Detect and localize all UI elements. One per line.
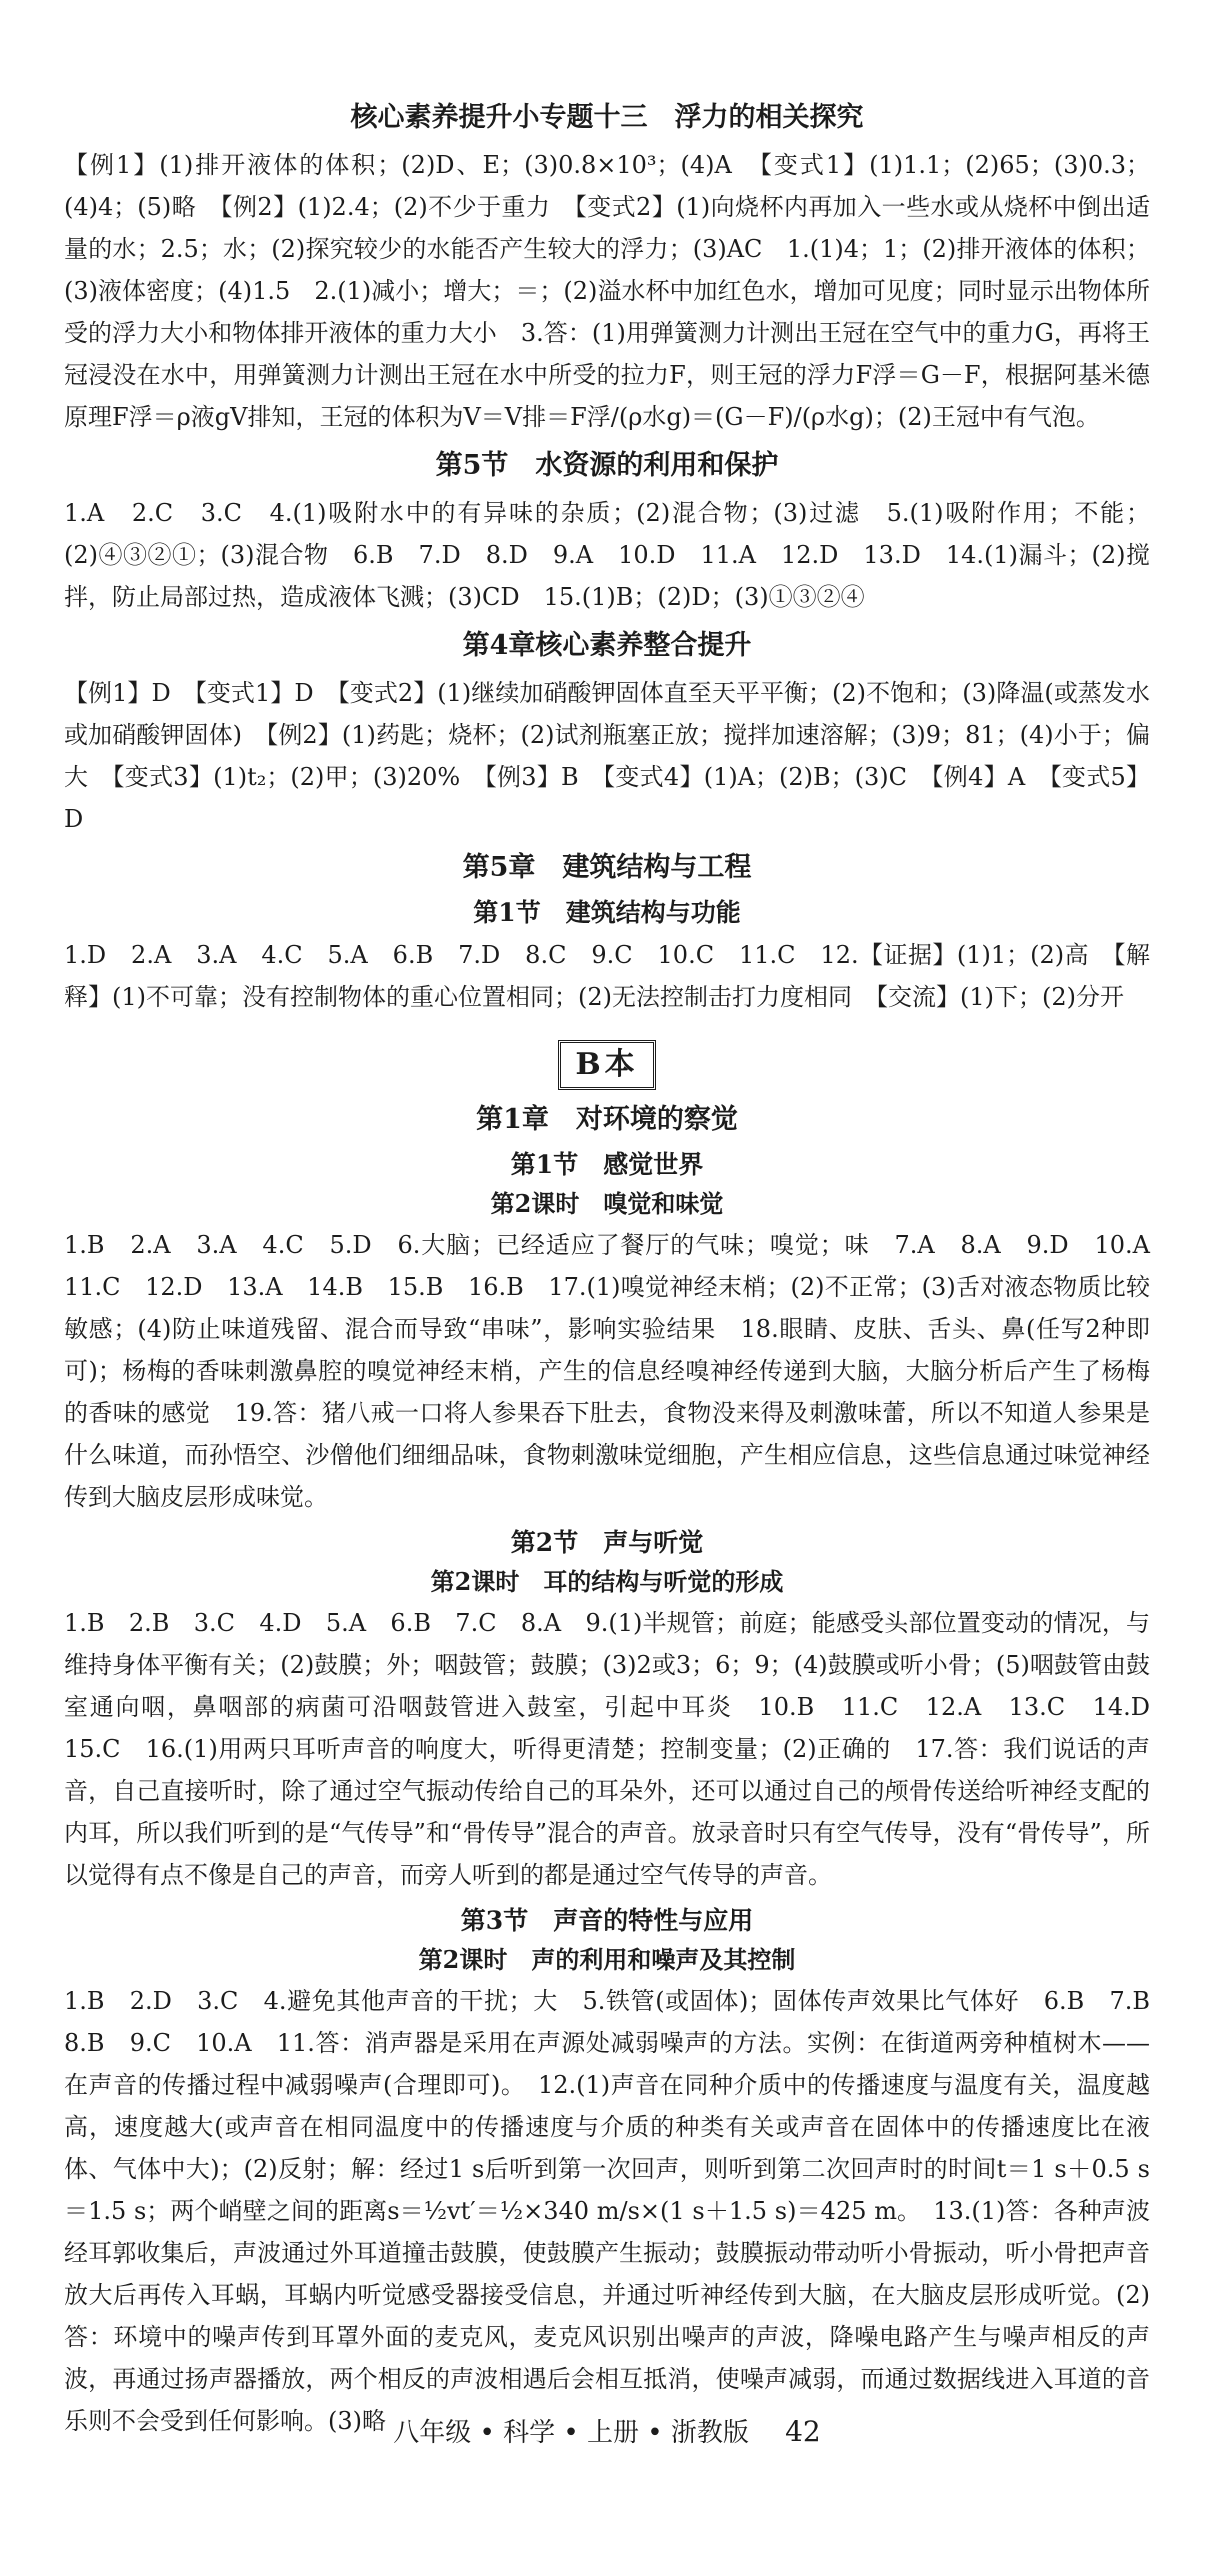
page-number: 42 bbox=[785, 2415, 821, 2448]
answer-block-ear-structure: 1.B 2.B 3.C 4.D 5.A 6.B 7.C 8.A 9.(1)半规管；前庭；能感受头部位置变动的情况，与维持身体平衡有关；(2)鼓膜；外；咽鼓管；鼓膜；(3)2或3；6；9；(4)鼓膜或听小骨；(5)咽鼓管由鼓室通向咽，鼻咽部的病菌可沿咽鼓管进入鼓室，引起中耳炎 10.B 11.C 12.A 13.C 14.D 15.C 16.(1)用两只耳听声音的响度大，听得更清楚；控制变量；(2)正确的 17.答：我们说话的声音，自己直接听时，除了通过空气振动传给自己的耳朵外，还可以通过自己的颅骨传送给听神经支配的内耳，所以我们听到的是“气传导”和“骨传导”混合的声音。放录音时只有空气传导，没有“骨传导”，所以觉得有点不像是自己的声音，而旁人听到的都是通过空气传导的声音。 bbox=[64, 1609, 1174, 1889]
section-title-water-resources: 第5节 水资源的利用和保护 bbox=[435, 450, 779, 481]
lesson-title-noise-control: 第2课时 声的利用和噪声及其控制 bbox=[418, 1945, 796, 1974]
book-b-marker bbox=[64, 1040, 1150, 1090]
answer-block-structure-function: 1.D 2.A 3.A 4.C 5.A 6.B 7.D 8.C 9.C 10.C 11.C 12.【证据】(1)1；(2)高 【解释】(1)不可靠；没有控制物体的重心位置相同；(2)无法控制击打力度相同 【交流】(1)下；(2)分开 bbox=[64, 941, 1150, 1011]
answer-block-water-resources: 1.A 2.C 3.C 4.(1)吸附水中的有异味的杂质；(2)混合物；(3)过滤 5.(1)吸附作用；不能；(2)④③②①；(3)混合物 6.B 7.D 8.D 9.A 10.D 11.A 12.D 13.D 14.(1)漏斗；(2)搅拌，防止局部过热，造成液体飞溅；(3)CD 15.(1)B；(2)D；(3)①③②④ bbox=[64, 499, 1150, 611]
answer-block-smell-taste: 1.B 2.A 3.A 4.C 5.D 6.大脑；已经适应了餐厅的气味；嗅觉；味 7.A 8.A 9.D 10.A 11.C 12.D 13.A 14.B 15.B 16.B 17.(1)嗅觉神经末梢；(2)不正常；(3)舌对液态物质比较敏感；(4)防止味道残留、混合而导致“串味”，影响实验结果 18.眼睛、皮肤、舌头、鼻(任写2种即可)；杨梅的香味刺激鼻腔的嗅觉神经末梢，产生的信息经嗅神经传递到大脑，大脑分析后产生了杨梅的香味的感觉 19.答：猪八戒一口将人参果吞下肚去，食物没来得及刺激味蕾，所以不知道人参果是什么味道，而孙悟空、沙僧他们细细品味，食物刺激味觉细胞，产生相应信息，这些信息通过味觉神经传到大脑皮层形成味觉。 bbox=[64, 1231, 1174, 1511]
section-title-buoyancy: 核心素养提升小专题十三 浮力的相关探究 bbox=[350, 102, 864, 133]
answer-block-noise-control: 1.B 2.D 3.C 4.避免其他声音的干扰；大 5.铁管(或固体)；固体传声效果比气体好 6.B 7.B 8.B 9.C 10.A 11.答：消声器是采用在声源处减弱噪声的方法。实例：在街道两旁种植树木——在声音的传播过程中减弱噪声(合理即可)。 12.(1)声音在同种介质中的传播速度与温度有关，温度越高，速度越大(或声音在相同温度中的传播速度与介质的种类有关或声音在固体中的传播速度比在液体、气体中大)；(2)反射；解：经过1 s后听到第一次回声，则听到第二次回声时的时间t＝1 s＋0.5 s＝1.5 s；两个峭壁之间的距离s＝½vt′＝½×340 m/s×(1 s＋1.5 s)＝425 m。 13.(1)答：各种声波经耳郭收集后，声波通过外耳道撞击鼓膜，使鼓膜产生振动；鼓膜振动带动听小骨振动，听小骨把声音放大后再传入耳蜗，耳蜗内听觉感受器接受信息，并通过听神经传到大脑，在大脑皮层形成听觉。(2)答：环境中的噪声传到耳罩外面的麦克风，麦克风识别出噪声的声波，降噪电路产生与噪声相反的声波，再通过扬声器播放，两个相反的声波相遇后会相互抵消，使噪声减弱，而通过数据线进入耳道的音乐则不会受到任何影响。(3)略 bbox=[64, 1987, 1174, 2435]
page-footer bbox=[0, 2412, 1214, 2449]
section-title-structure-function: 第1节 建筑结构与功能 bbox=[473, 898, 741, 927]
answer-block-buoyancy: 【例1】(1)排开液体的体积；(2)D、E；(3)0.8×10³；(4)A 【变式1】(1)1.1；(2)65；(3)0.3；(4)4；(5)略 【例2】(1)2.4；(2)不少于重力 【变式2】(1)向烧杯内再加入一些水或从烧杯中倒出适量的水；2.5；水；(2)探究较少的水能否产生较大的浮力；(3)AC 1.(1)4；1；(2)排开液体的体积；(3)液体密度；(4)1.5 2.(1)减小；增大；＝；(2)溢水杯中加红色水，增加可见度；同时显示出物体所受的浮力大小和物体排开液体的重力大小 3.答：(1)用弹簧测力计测出王冠在空气中的重力G，再将王冠浸没在水中，用弹簧测力计测出王冠在水中所受的拉力F，则王冠的浮力F浮＝G－F，根据阿基米德原理F浮＝ρ液gV排知，王冠的体积为V＝V排＝F浮/(ρ水g)＝(G－F)/(ρ水g)；(2)王冠中有气泡。 bbox=[64, 151, 1150, 431]
chapter-title-environment: 第1章 对环境的察觉 bbox=[476, 1104, 738, 1135]
section-title-sound-properties: 第3节 声音的特性与应用 bbox=[460, 1906, 754, 1935]
section-title-sensing-world: 第1节 感觉世界 bbox=[510, 1150, 704, 1179]
section-title-sound-hearing: 第2节 声与听觉 bbox=[510, 1528, 704, 1557]
section-title-chapter4-review: 第4章核心素养整合提升 bbox=[462, 630, 752, 661]
lesson-title-ear-structure: 第2课时 耳的结构与听觉的形成 bbox=[430, 1567, 784, 1596]
chapter-title-building-structures: 第5章 建筑结构与工程 bbox=[462, 852, 752, 883]
book-b-label: B本 bbox=[558, 1040, 655, 1090]
answer-block-chapter4-review: 【例1】D 【变式1】D 【变式2】(1)继续加硝酸钾固体直至天平平衡；(2)不饱和；(3)降温(或蒸发水或加硝酸钾固体) 【例2】(1)药匙；烧杯；(2)试剂瓶塞正放；搅拌加速溶解；(3)9；81；(4)小于；偏大 【变式3】(1)t₂；(2)甲；(3)20% 【例3】B 【变式4】(1)A；(2)B；(3)C 【例4】A 【变式5】D bbox=[64, 679, 1150, 833]
lesson-title-smell-taste: 第2课时 嗅觉和味觉 bbox=[490, 1189, 724, 1218]
footer-book-info: 八年级 • 科学 • 上册 • 浙教版 bbox=[393, 2418, 749, 2448]
